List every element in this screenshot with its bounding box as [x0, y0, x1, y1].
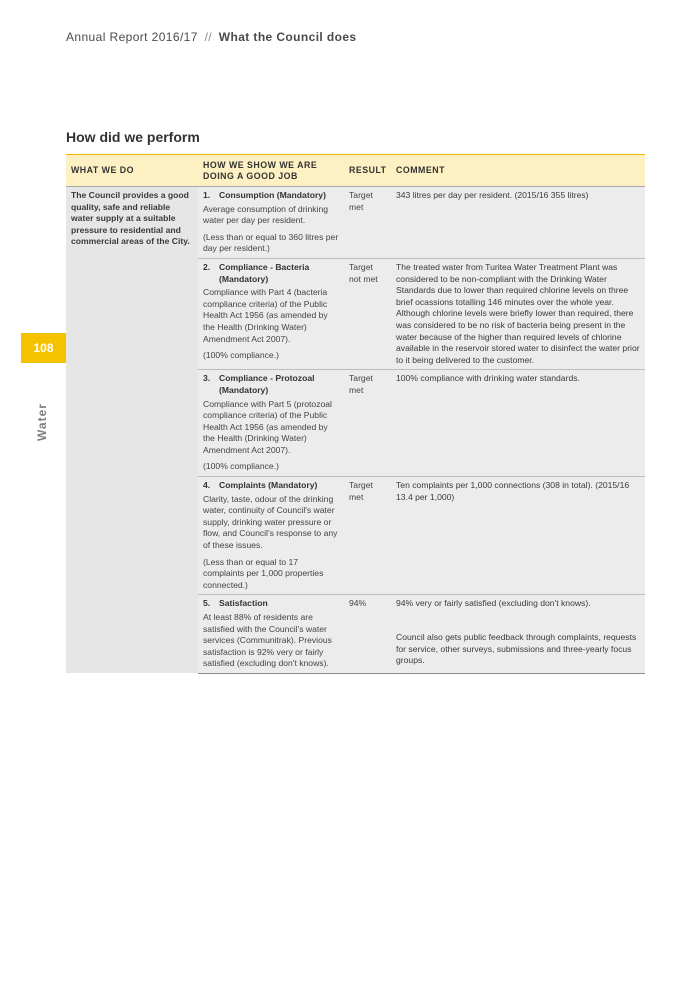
section-title: How did we perform: [66, 129, 200, 145]
measure-criteria: (100% compliance.): [203, 461, 279, 472]
comment-paragraph: 94% very or fairly satisfied (excluding don't knows).: [396, 598, 591, 609]
header-separator: //: [204, 30, 213, 44]
measure-description: Average consumption of drinking water per day per resident.: [203, 203, 329, 226]
measure-number: 3.: [203, 373, 211, 384]
measure-title-text: Complaints (Mandatory): [219, 480, 318, 491]
measure-criteria: (Less than or equal to 17 complaints per 1,000 properties connected.): [203, 556, 324, 590]
measure-cell: [198, 595, 344, 674]
comment-cell: [391, 477, 645, 595]
what-we-do-cell: The Council provides a good quality, safe and reliable water supply at a suitable pressure to residential and commercial areas of the City.: [66, 187, 198, 674]
result-cell: Target met: [344, 477, 391, 595]
measure-description: At least 88% of residents are satisfied with the Council's water services (Communitrak). Previous satisfaction is 92% very or fairly satisfied (excluding don't knows).: [203, 612, 332, 669]
measure-criteria: (100% compliance.): [203, 350, 279, 361]
measure-number: 2.: [203, 261, 211, 272]
page-number-tab: [21, 333, 66, 363]
running-header: [66, 30, 357, 44]
header-how-we-show: [198, 155, 344, 187]
comment-cell: [391, 595, 645, 674]
measure-description: Clarity, taste, odour of the drinking water, continuity of Council's water supply, drinking water pressure or flow, and Council's response to any of these issues.: [203, 493, 338, 551]
result-cell: 94%: [344, 595, 391, 674]
header-how-line2: DOING A GOOD JOB: [203, 170, 298, 181]
header-how-line1: HOW WE SHOW WE ARE: [203, 159, 318, 170]
measure-title: [203, 190, 339, 202]
result-cell: Target not met: [344, 258, 391, 369]
measure-cell: [198, 187, 344, 259]
measure-title-text: Consumption (Mandatory): [219, 190, 326, 200]
performance-table: [66, 154, 645, 674]
side-section-label: Water: [35, 403, 49, 441]
comment-paragraph: Ten complaints per 1,000 connections (308 in total). (2015/16 13.4 per 1,000): [396, 480, 630, 502]
measure-cell: [198, 477, 344, 595]
header-result: RESULT: [344, 155, 391, 187]
comment-cell: [391, 258, 645, 369]
measure-cell: [198, 370, 344, 477]
measure-description: Compliance with Part 4 (bacteria compliance criteria) of the Public Health Act 1956 (as amended by the Health (Drinking Water) Amendment Act 2007).: [203, 287, 328, 344]
measure-title: [203, 598, 339, 610]
measure-title: [203, 262, 339, 285]
page-number: 108: [33, 341, 54, 355]
measure-title-text: Compliance - Bacteria (Mandatory): [219, 261, 310, 284]
table-body: [66, 187, 645, 674]
comment-cell: [391, 187, 645, 259]
table-row: [66, 187, 645, 259]
measure-title-text: Satisfaction: [219, 598, 268, 609]
header-comment: COMMENT: [391, 155, 645, 187]
comment-paragraph: 100% compliance with drinking water standards.: [396, 373, 580, 384]
comment-paragraph: The treated water from Turitea Water Treatment Plant was considered to be non-compliant with the Drinking Water Standards due to lower than required chlorine levels on three brief ocassions totalling 146 minutes over the whole year. Although chlorine levels were briefly lower than required, there was considered to be no risk of bacteria being present in the water because of the higher than required levels of chlorine available in the reservoir stored water to disinfect the water prior to it being delivered to the customer.: [396, 261, 640, 365]
header-what-we-do: WHAT WE DO: [66, 155, 198, 187]
comment-paragraph: 343 litres per day per resident. (2015/16 355 litres): [396, 190, 589, 200]
measure-cell: [198, 258, 344, 369]
report-title: Annual Report 2016/17: [66, 30, 198, 44]
comment-paragraph: Council also gets public feedback through complaints, requests for service, other surveys, submissions and three-yearly focus groups.: [396, 632, 637, 666]
table-header-row: [66, 155, 645, 187]
measure-criteria: (Less than or equal to 360 litres per day per resident.): [203, 231, 339, 254]
measure-number: 4.: [203, 480, 211, 491]
measure-number: 1.: [203, 190, 211, 200]
measure-title: [203, 480, 339, 492]
result-cell: Target met: [344, 370, 391, 477]
comment-cell: [391, 370, 645, 477]
measure-title-text: Compliance - Protozoal (Mandatory): [219, 373, 315, 395]
header-section: What the Council does: [218, 30, 357, 44]
measure-description: Compliance with Part 5 (protozoal compliance criteria) of the Public Health Act 1956 (as amended by the Health (Drinking Water) Amendment Act 2007).: [203, 398, 332, 455]
result-cell: Target met: [344, 187, 391, 259]
measure-title: [203, 373, 339, 396]
measure-number: 5.: [203, 598, 211, 609]
